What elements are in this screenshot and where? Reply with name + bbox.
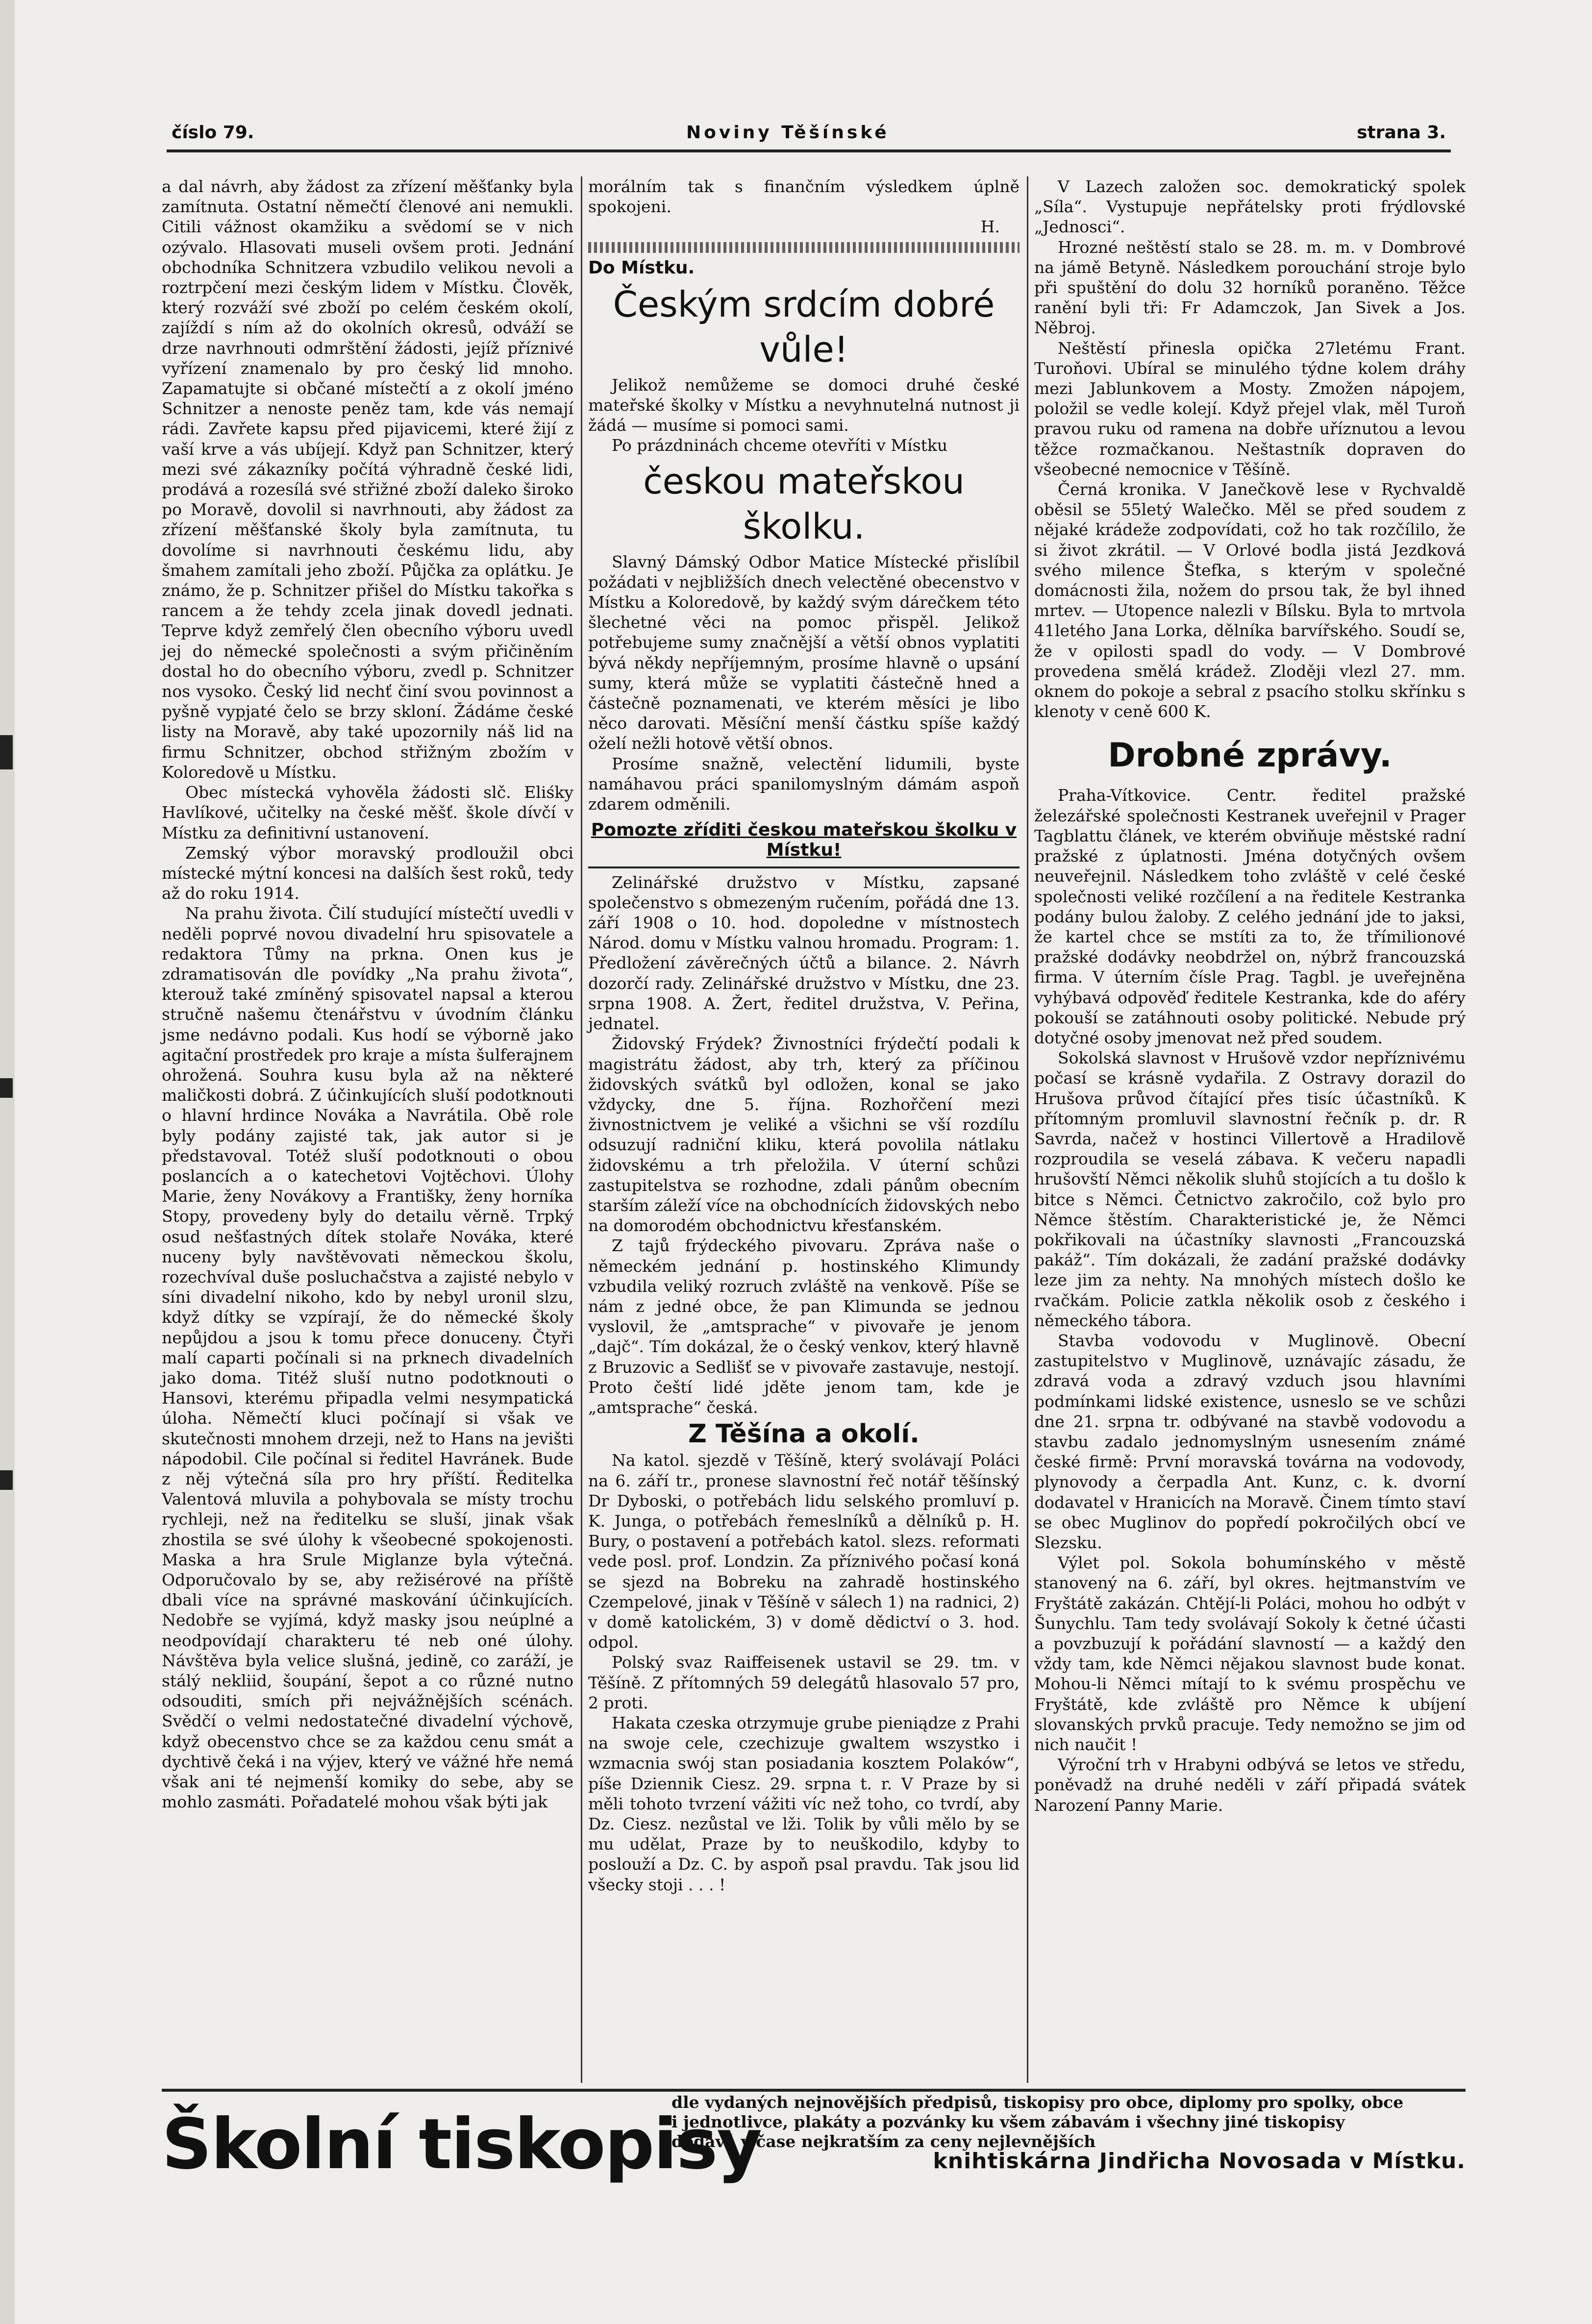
edge-mark — [0, 1078, 13, 1098]
ad-line: dodává v čase nejkratším za ceny nejlevnějších — [672, 2132, 1096, 2151]
appeal-title: českou mateřskou školku. — [643, 460, 965, 547]
appeal-title: Českým srdcím dobré vůle! — [613, 283, 995, 370]
article-paragraph: Praha-Vítkovice. Centr. ředitel pražské železářské společnosti Kestranek uveřejnil v Prager Tagblattu článek, ve kterém obviňuje městské radní pražské z úplatnosti. Jména dotyčných ovšem neuveřejnil. Následkem toho zvláště v celé české společnosti veliké rozčílení a na ředitele Kestranka podány bulou žaloby. Z celého jednání jde to jaksi, že kartel chce se mstíti za to, že třímilionové pražské dodávky neobdržel on, nýbrž francouzská firma. V úterním čísle Prag. Tagbl. je uveřejněna vyhýbavá odpověď ředitele Kestranka, kde do aféry pokouší se zatáhnouti osoby politické. Nebude prý dotyčné osoby jmenovat než před soudem. — [1034, 786, 1466, 1047]
ad-title: Školní tiskopisy — [162, 2104, 761, 2185]
ad-rule — [162, 2089, 1466, 2092]
article-paragraph: V Lazech založen soc. demokratický spolek „Síla“. Vystupuje nepřátelsky proti frýdlovské „Jednosci“. — [1034, 177, 1466, 237]
column-divider — [1027, 176, 1028, 2083]
article-paragraph: Na katol. sjezdě v Těšíně, který svolávají Poláci na 6. září tr., pronese slavnostní řeč notář těšínský Dr Dyboski, o potřebách lidu selského promluví p. K. Junga, o potřebách řemeslníků a dělníků p. H. Bury, o postavení a potřebách katol. slezs. reformati vede posl. prof. Londzin. Za příznivého počasí koná se sjezd na Bobreku na zahradě hostinského Czempelové, jinak v Těšíně v sálech 1) na radnici, 2) v domě katolickém, 3) v domě dědictví o 3. hod. odpol. — [588, 1451, 1020, 1652]
column-3 — [1034, 176, 1466, 2098]
scan-edge — [0, 0, 15, 2324]
appeal-slogan: Pomozte zříditi českou mateřskou školku v Místku! — [591, 820, 1017, 861]
column-divider — [581, 176, 582, 2083]
ad-line: i jednotlivce, plakáty a pozvánky ku všem zábavám i všechny jiné tiskopisy — [672, 2112, 1345, 2131]
edge-mark — [0, 1470, 13, 1490]
section-title: Z Těšína a okolí. — [688, 1419, 920, 1449]
page-number: strana 3. — [1357, 123, 1446, 143]
issue-number: číslo 79. — [172, 123, 254, 143]
section-heading: Do Místku. — [588, 257, 695, 278]
article-paragraph: Jelikož nemůžeme se domoci druhé české mateřské školky v Místku a nevyhnutelná nutnost ji žádá — musíme si pomoci sami. — [588, 375, 1020, 435]
newspaper-name: Noviny Těšínské — [686, 123, 890, 143]
signature: H. — [980, 217, 1000, 237]
edge-mark — [0, 735, 13, 769]
page-header — [172, 123, 1446, 152]
header-rule — [167, 149, 1451, 152]
column-1 — [162, 176, 573, 2098]
article-paragraph: Na prahu života. Čilí studující místečtí uvedli v neděli poprvé novou divadelní hru spisovatele a redaktora Tůmy na prkna. Onen kus je zdramatisován dle povídky „Na prahu života“, kterouž také zmíněný spisovatel napsal a kterou stručně našemu čtenářstvu v úvodním článku jsme nedávno podali. Kus hodí se výborně jako agitační prostředek pro kraje a místa šulferajnem ohrožená. Souhra kusu byla až na některé maličkosti dobrá. Z účinkujících sluší podotknouti o hlavní hrdince Nováka a Navrátila. Obě role byly podány zajisté tak, jak autor si je představoval. Totéž sluší podotknouti o obou poslancích a o katechetovi Vojtěchovi. Úlohy Marie, ženy Novákovy a Františky, ženy horníka Stopy, provedeny byly do detailu věrně. Trpký osud nešťastných dítek stolaře Nováka, které nuceny byly navštěvovati německou školu, rozechvíval duše posluchačstva a zajisté nebylo v síni divadelní nikoho, kdo by nebyl uronil slzu, když dítky se vzpírají, že do německé školy nepůjdou a jsou k tomu přece donuceny. Čtyři malí caparti počínali si na prknech divadelních jako doma. Titéž sluší nutno podotknouti o Hansovi, kterému připadla velmi nesympatická úloha. Němečtí kluci počínají si však ve skutečnosti mnohem drzeji, než to Hans na jevišti nápodobil. Cile počínal si ředitel Havránek. Bude z něj výtečná síla pro hry příští. Ředitelka Valentová mluvila a pohybovala se místy trochu rychleji, než na ředitelku se sluší, jinak však zhostila se své úlohy k všeobecné spokojenosti. Maska a hra Srule Miglanze byla výtečná. Odporučovalo by se, aby režisérové na příště dbali více na správné maskování účinkujících. Nedobře se vyjímá, když masky jsou neúplné a neodpovídají charakteru té neb oné úlohy. Návštěva byla velice slušná, jedině, co zaráží, je stálý nekliid, šoupání, šepot a co různé nutno odsouditi, smích při nejvážnějších scénách. Svědčí o velmi nedostatečné divadelní výchově, když obecenstvo chce se za každou cenu smát a dychtivě čeká i na výjev, který ve vážné hře nemá však ani té nejmenší komiky do sebe, aby se mohlo zasmáti. Pořadatelé mohou však býti jak — [162, 904, 573, 1812]
divider — [588, 242, 1020, 253]
article-paragraph: Stavba vodovodu v Muglinově. Obecní zastupitelstvo v Muglinově, uznávajíc zásadu, že zdravá voda a zdravý vzduch jsou hlavními podmínkami lidské existence, usneslo se ve schůzi dne 21. srpna tr. odbývané na stavbě vodovodu a stavbu zadalo jednomyslným usnesením známé české firmě: První moravská továrna na vodovody, plynovody a čerpadla Ant. Kunz, c. k. dvorní dodavatel v Hranicích na Moravě. Činem tímto staví se obec Muglinov do popředí pokročilých obcí ve Slezsku. — [1034, 1331, 1466, 1552]
article-paragraph: Neštěstí přinesla opička 27letému Frant. Turoňovi. Ubíral se minulého týdne kolem dráhy mezi Jablunkovem a Mosty. Zmožen nápojem, položil se vedle kolejí. Když přejel vlak, měl Turoň pravou ruku od ramena na dobře uříznutou a levou těžce rozmačkanou. Neštastník dopraven do všeobecné nemocnice v Těšíně. — [1034, 338, 1466, 479]
article-paragraph: Černá kronika. V Janečkově lese v Rychvaldě oběsil se 55letý Walečko. Měl se před soudem z nějaké krádeže zodpovídati, což ho tak rozčílilo, že si život zkrátil. — V Orlové bodla jistá Jezdková svého milence Štefka, s kterým v společné domácnosti žila, nožem do prsou tak, že byl ihned mrtev. — Utopence nalezli v Bílsku. Byla to mrtvola 41letého Jana Lorka, dělníka barvířského. Soudí se, že v opilosti spadl do vody. — V Dombrové provedena smělá krádež. Zloději vlezl 27. mm. oknem do pokoje a sebral z psacího stolku skřínku s klenoty v ceně 600 K. — [1034, 480, 1466, 721]
ad-line: dle vydaných nejnovějších předpisů, tiskopisy pro obce, diplomy pro spolky, obce — [672, 2093, 1404, 2112]
article-paragraph: Zelinářské družstvo v Místku, zapsané společenstvo s obmezeným ručením, pořádá dne 13. září 1908 o 10. hod. dopoledne v místnostech Národ. domu v Místku valnou hromadu. Program: 1. Předložení závěrečných účtů a bilance. 2. Návrh dozorčí rady. Zelinářské družstvo v Místku, dne 23. srpna 1908. A. Žert, ředitel družstva, V. Peřina, jednatel. — [588, 872, 1020, 1034]
article-paragraph: a dal návrh, aby žádost za zřízení měšťanky byla zamítnuta. Ostatní němečtí členové ani nemukli. Citili vážnost okamžiku a svědomí se v nich ozývalo. Hlasovati museli ovšem proti. Jednání obchodníka Schnitzera vzbudilo velikou nevoli a roztrpčení mezi českým lidem v Místku. Člověk, který rozváží své zboží po celém českém okolí, zajíždí s ním až do okolních okresů, odváží se drze navrhnouti odmrštění žádosti, jejíž příznivé vyřízení znamenalo by pro český lid mnoho. Zapamatujte si občané místečtí a z okolí jméno Schnitzer a nenoste peněz tam, kde vás nemají rádi. Zavřete kapsu před pijavicemi, které žijí z vaší krve a vás ubíjejí. Když pan Schnitzer, který mezi své zákazníky počítá výhradně české lidi, prodává a rozesílá své střižné zboží daleko široko po Moravě, dovolil si navrhnouti, aby žádost za zřízení měšťanské školy byla zamítnuta, tu dovolíme si navrhnouti českému lidu, aby šmahem zamítali jeho zboží. Půjčka za oplátku. Je známo, že p. Schnitzer přišel do Místku takořka s rancem a že tehdy zcela jinak dovedl jednati. Teprve když zemřelý člen obecního výboru uvedl jej do německé společnosti a svým přičiněním dostal ho do obecního výboru, zvedl p. Schnitzer nos vysoko. Český lid nechť činí svou povinnost a pyšně vypjaté čelo se brzy skloní. Žádáme české listy na Moravě, aby také upozornily náš lid na firmu Schnitzer, obchod střižným zbožím v Koloredově u Místku. — [162, 177, 573, 782]
article-paragraph: Sokolská slavnost v Hrušově vzdor nepříznivému počasí se krásně vydařila. Z Ostravy dorazil do Hrušova průvod čítající přes tisíc účastníků. K přítomným promluvil slavnostní řečník p. dr. R Savrda, načež v hostinci Villertově a Hradilově rozproudila se veselá zábava. K večeru napadli hrušovští Němci několik sluhů stojících a tu došlo k bitce s Němci. Četnictvo zakročilo, což bylo pro Němce štěstím. Charakteristické je, že Němci pokřikovali na účastníky slavnosti „Francouzská pakáž“. Tím dokázali, že zadání pražské dodávky leze jim za nehty. Na mnohých místech došlo ke rvačkám. Policie zatkla několik osob z českého i německého tábora. — [1034, 1048, 1466, 1330]
column-2 — [588, 176, 1020, 2098]
article-paragraph: Hrozné neštěstí stalo se 28. m. m. v Dombrové na jámě Betyně. Následkem porouchání stroje bylo při spuštění do dolu 32 horníků poraněno. Těžce ranění byli tři: Fr Adamczok, Jan Sivek a Jos. Něbroj. — [1034, 237, 1466, 338]
divider — [588, 866, 1020, 868]
article-paragraph: Výlet pol. Sokola bohumínského v městě stanovený na 6. září, byl okres. hejtmanstvím ve Fryštátě zakázán. Chtějí-li Poláci, mohou ho odbýt v Šunychlu. Tam tedy svolávají Sokoly k četné účasti a povzbuzují k pořádání slavností — a každý den vždy tam, kde Němci nějakou slavnost bude konat. Mohou-li Němci mítají to k svému prospěchu ve Fryštátě, kde zvláště pro Němce k ubíjení slovanských prvků pracuje. Tedy nemožno se jim od nich naučit ! — [1034, 1553, 1466, 1755]
article-paragraph: morálním tak s finančním výsledkem úplně spokojeni. — [588, 177, 1020, 217]
article-paragraph: Obec místecká vyhověla žádosti slč. Eliśky Havlíkové, učitelky na české měšť. škole dívčí v Místku za definitivní ustanovení. — [162, 783, 573, 842]
article-paragraph: Slavný Dámský Odbor Matice Místecké přislíbil požádati v nejbližších dnech velectěné obecenstvo v Místku a Koloredově, by každý svým dárečkem této šlechetné věci na pomoc přispěl. Jelikož potřebujeme sumy značnější a větší obnos vyplatiti bývá někdy nepříjemným, prosíme hlavně o upsání sumy, která může se vyplatiti částečně hned a částečně poznamenati, ve kterém měsíci je libo něco darovati. Měsíční menší částku spíše každý oželí nežli hotově větší obnos. — [588, 552, 1020, 753]
article-paragraph: Hakata czeska otrzymuje grube pieniądze z Prahi na swoje cele, czechizuje gwaltem wszystko i wzmacnia swój stan posiadania kosztem Polaków“, píše Dziennik Ciesz. 29. srpna t. r. V Praze by si měli tohoto tvrzení vážiti víc než toho, co tvrdí, aby Dz. Ciesz. nezůstal ve lži. Tolik by vůli mělo by se mu udělat, Praze by to neuškodilo, kdyby to poslouží a Dz. C. by aspoň psal pravdu. Tak jsou lid všecky stoji . . . ! — [588, 1713, 1020, 1894]
ad-text — [672, 2093, 1466, 2191]
article-paragraph: Po prázdninách chceme otevříti v Místku — [612, 436, 948, 455]
article-paragraph: Zemský výbor moravský prodloužil obci místecké mýtní koncesi na dalších šest roků, tedy až do roku 1914. — [162, 843, 573, 903]
article-paragraph: Židovský Frýdek? Živnostníci frýdečtí podali k magistrátu žádost, aby trh, který za příčinou židovských svátků byl odložen, konal se jako vždycky, dne 5. října. Rozhořčení mezi živnostnictvem je veliké a všichni se vší rozdílu odsuzují radniční kliku, která povolila nátlaku židovskému a trh přeložila. V úterní schůzi zastupitelstva se rozhodne, zdali pánům obecním starším záleží více na obchodnících židovských nebo na domorodém obchodnictvu křesťanském. — [588, 1034, 1020, 1236]
article-paragraph: Z tajů frýdeckého pivovaru. Zpráva naše o německém jednání p. hostinského Klimundy vzbudila veliký rozruch zvláště na venkově. Píše se nám z jedné obce, že pan Klimunda se jednou vyslovil, že „amtsprache“ v pivovaře je jenom „dajč“. Tím dokázal, že o český venkov, který hlavně z Bruzovic a Sedlišť se v pivovaře zastavuje, nestojí. Proto čeští lidé jděte jenom tam, kde je „amtsprache“ česká. — [588, 1236, 1020, 1417]
section-title: Drobné zprávy. — [1108, 736, 1392, 775]
article-paragraph: Prosíme snažně, velectění lidumili, byste namáhavou práci spanilomyslným dámám aspoň zdarem odměnili. — [588, 754, 1020, 814]
article-paragraph: Polský svaz Raiffeisenek ustavil se 29. tm. v Těšíně. Z přítomných 59 delegátů hlasovalo 57 pro, 2 proti. — [588, 1653, 1020, 1712]
ad-printer: knihtiskárna Jindřicha Novosada v Místku. — [933, 2149, 1466, 2174]
article-paragraph: Výroční trh v Hrabyni odbývá se letos ve středu, poněvadž na druhé neděli v září připadá svátek Narození Panny Marie. — [1034, 1755, 1466, 1815]
